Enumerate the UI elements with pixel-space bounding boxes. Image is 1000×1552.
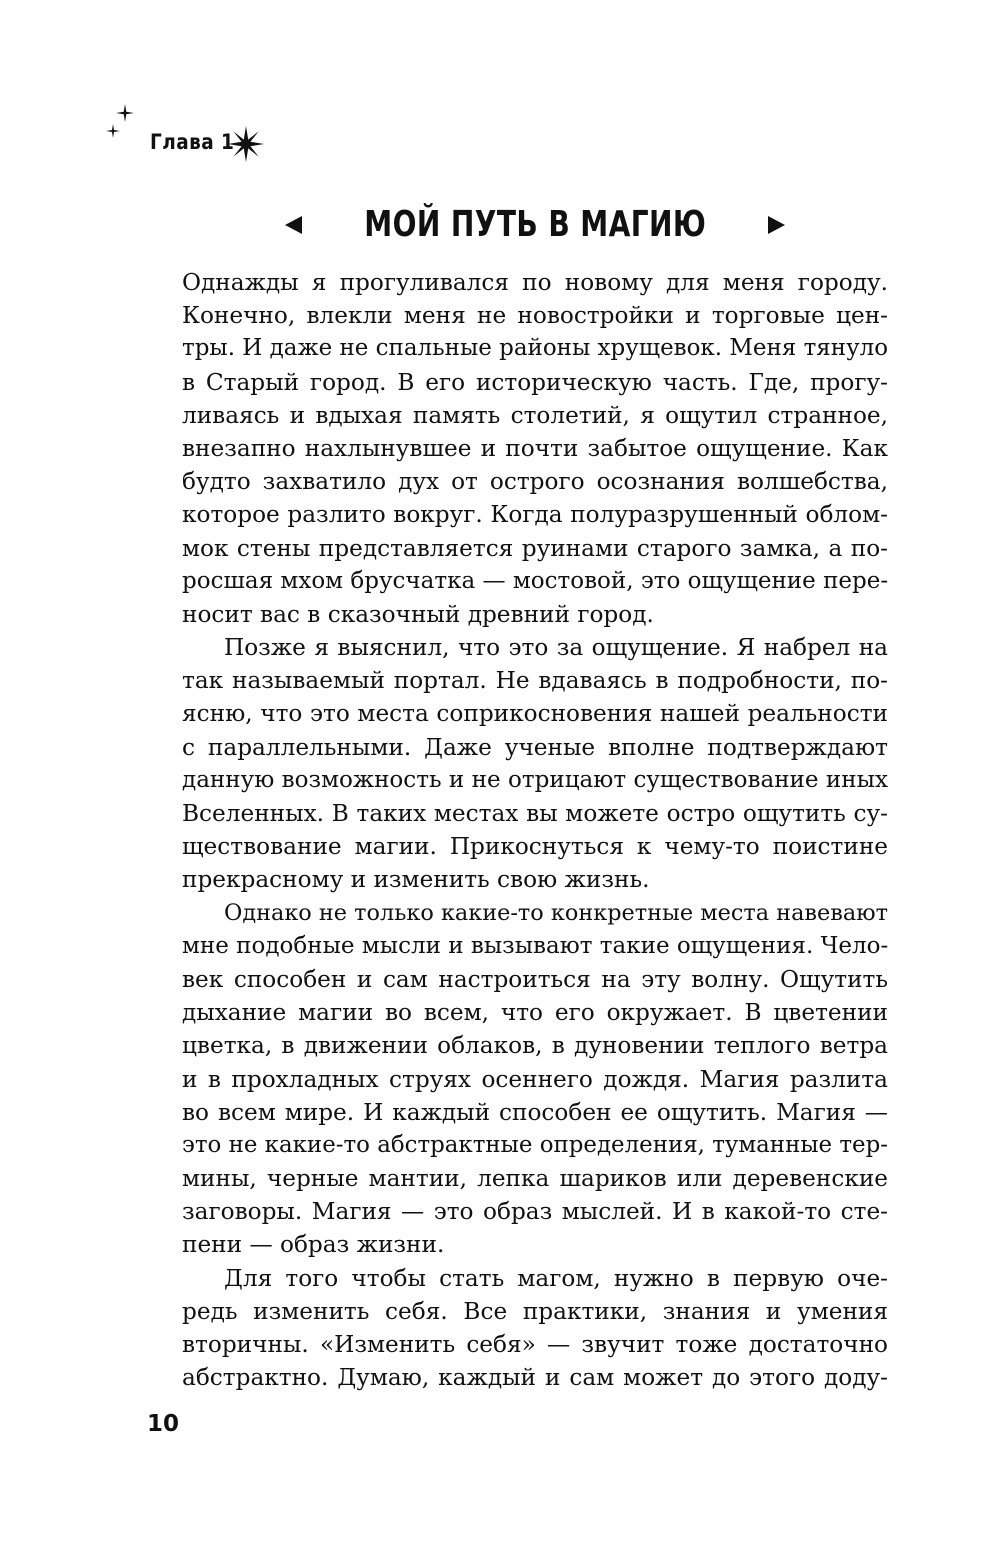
text-line: которое разлито вокруг. Когда полуразрушенный облом- <box>182 501 888 529</box>
text-line: ливаясь и вдыхая память столетий, я ощутил странное, <box>182 401 888 429</box>
text-line: носит вас в сказочный древний город. <box>182 600 654 628</box>
paragraph <box>182 897 888 1262</box>
text-line: пени — образ жизни. <box>182 1231 445 1259</box>
text-line: данную возможность и не отрицают существование иных <box>182 766 888 793</box>
chapter-label: Глава 1 <box>150 130 235 154</box>
body-text <box>182 266 888 1394</box>
text-line: мины, черные мантии, лепка шариков или деревенские <box>182 1165 888 1193</box>
text-line: вторичны. «Изменить себя» — звучит тоже достаточно <box>182 1331 888 1358</box>
text-line: Однако не только какие-то конкретные места навевают <box>224 899 888 926</box>
text-line: мок стены представляется руинами старого замка, а по- <box>182 534 888 562</box>
chapter-title-text: МОЙ ПУТЬ В МАГИЮ <box>363 204 707 245</box>
text-line: и в прохладных струях осеннего дождя. Магия разлита <box>182 1065 888 1093</box>
text-line: век способен и сам настроиться на эту волну. Ощутить <box>182 965 888 993</box>
paragraph <box>182 1262 888 1395</box>
text-line: ществование магии. Прикоснуться к чему-то поистине <box>182 833 888 861</box>
page-number: 10 <box>147 1411 180 1437</box>
text-line: прекрасному и изменить свою жизнь. <box>182 866 650 894</box>
text-line: заговоры. Магия — это образ мыслей. И в какой-то сте- <box>182 1198 888 1226</box>
triangle-left-icon <box>285 216 302 234</box>
text-line: это не какие-то абстрактные определения, туманные тер- <box>182 1131 888 1158</box>
text-line: будто захватило дух от острого осознания волшебства, <box>182 468 888 496</box>
text-line: Позже я выяснил, что это за ощущение. Я набрел на <box>224 634 888 662</box>
sparkle-large-icon <box>228 126 264 162</box>
sparkle-small-icon <box>116 104 134 122</box>
text-line: редь изменить себя. Все практики, знания и умения <box>182 1297 888 1325</box>
text-line: тры. И даже не спальные районы хрущевок. Меня тянуло <box>182 335 889 362</box>
text-line: росшая мхом брусчатка — мостовой, это ощущение пере- <box>182 567 889 594</box>
chapter-title <box>0 204 1000 245</box>
paragraph <box>182 631 888 897</box>
text-line: в Старый город. В его историческую часть. Где, прогу- <box>182 368 888 396</box>
paragraph <box>182 266 888 631</box>
triangle-right-icon <box>768 216 785 234</box>
text-line: дыхание магии во всем, что его окружает. В цветении <box>182 999 888 1027</box>
text-line: так называемый портал. Не вдаваясь в подробности, по- <box>182 667 888 695</box>
text-line: внезапно нахлынувшее и почти забытое ощущение. Как <box>182 434 888 462</box>
text-line: абстрактно. Думаю, каждый и сам может до этого доду- <box>182 1364 888 1392</box>
text-line: во всем мире. И каждый способен ее ощутить. Магия — <box>182 1098 888 1126</box>
text-line: Вселенных. В таких местах вы можете остро ощутить су- <box>182 800 888 827</box>
text-line: с параллельными. Даже ученые вполне подтверждают <box>182 733 888 761</box>
text-line: цветка, в движении облаков, в дуновении теплого ветра <box>182 1032 888 1060</box>
text-line: Однажды я прогуливался по новому для меня городу. <box>182 269 888 296</box>
text-line: Для того чтобы стать магом, нужно в первую оче- <box>224 1264 888 1292</box>
text-line: Конечно, влекли меня не новостройки и торговые цен- <box>182 302 888 330</box>
chapter-header <box>104 100 284 170</box>
text-line: мне подобные мысли и вызывают такие ощущения. Чело- <box>182 932 889 959</box>
sparkle-small-icon <box>106 124 120 138</box>
text-line: ясню, что это места соприкосновения нашей реальности <box>182 700 888 728</box>
